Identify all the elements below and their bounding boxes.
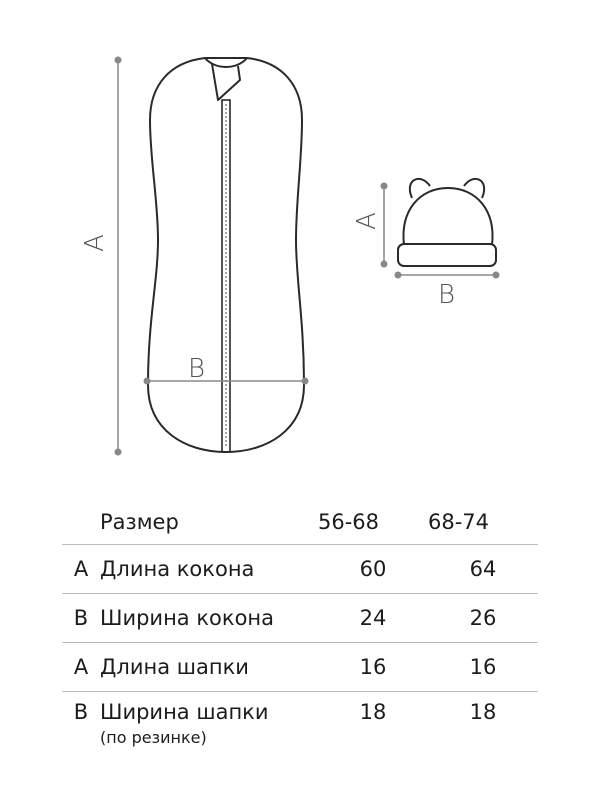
row-value: 60 xyxy=(318,545,428,594)
row-value: 18 xyxy=(318,692,428,771)
table-row xyxy=(62,643,538,692)
hat-drawing xyxy=(398,179,496,266)
cocoon-width-dimension xyxy=(144,378,308,384)
hat-width-dimension xyxy=(395,272,499,278)
hat-width-label: B xyxy=(438,280,456,310)
cocoon-collar xyxy=(205,58,247,100)
row-sublabel: (по резинке) xyxy=(100,728,207,747)
row-label-cell xyxy=(100,692,318,771)
row-label: Ширина шапки xyxy=(100,700,269,724)
header-size-68-74: 68-74 xyxy=(428,510,490,534)
header-size-56-68: 56-68 xyxy=(318,510,380,534)
row-label: Длина кокона xyxy=(100,545,318,594)
table-row xyxy=(62,594,538,643)
row-letter: B xyxy=(62,692,100,771)
hat-band xyxy=(398,244,496,266)
row-value: 16 xyxy=(318,643,428,692)
row-letter: A xyxy=(62,545,100,594)
cocoon-length-dimension xyxy=(115,57,121,455)
hat-length-label: A xyxy=(351,212,382,230)
size-table xyxy=(62,500,538,770)
row-letter: B xyxy=(62,594,100,643)
row-label: Длина шапки xyxy=(100,643,318,692)
hat-crown xyxy=(403,188,492,245)
row-value: 26 xyxy=(428,594,538,643)
row-value: 18 xyxy=(428,692,538,771)
table-row xyxy=(62,692,538,771)
table-header-row xyxy=(62,500,538,545)
row-value: 16 xyxy=(428,643,538,692)
table-row xyxy=(62,545,538,594)
header-size-label: Размер xyxy=(100,510,179,534)
row-label: Ширина кокона xyxy=(100,594,318,643)
cocoon-length-label: A xyxy=(79,234,110,252)
cocoon-width-label: B xyxy=(188,354,206,384)
row-value: 64 xyxy=(428,545,538,594)
row-letter: A xyxy=(62,643,100,692)
hat-left-ear xyxy=(410,179,430,198)
row-value: 24 xyxy=(318,594,428,643)
